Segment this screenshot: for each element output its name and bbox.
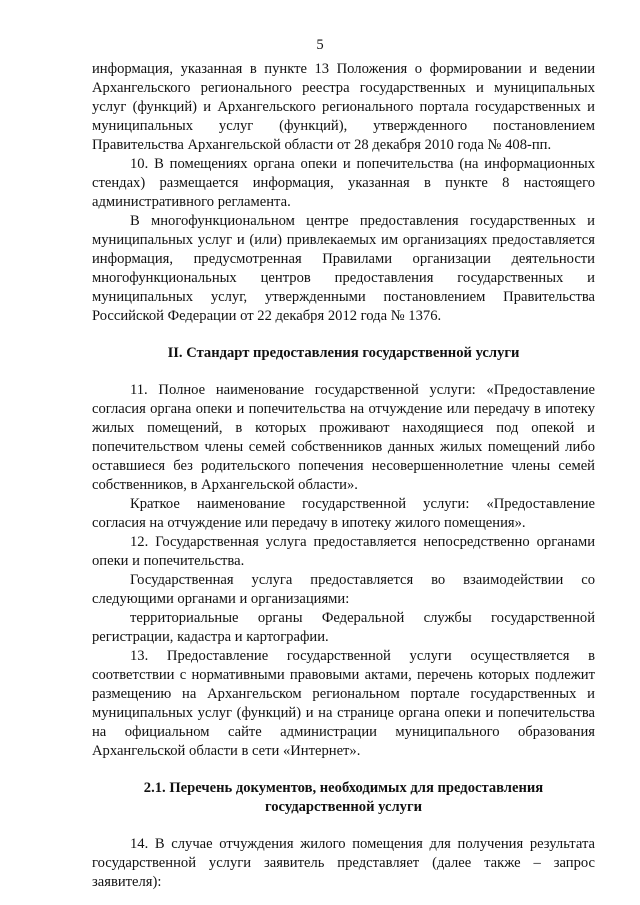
paragraph-11: 11. Полное наименование государственной услуги: «Предоставление согласия органа опеки и попечительства на отчуждение или передачу в ипотеку жилых помещений, в которых проживают находящиеся под опекой и попечительством члены семей собственников данных жилых помещений либо оставшиеся без родительского попечения несовершеннолетние члены семей собственников, в Архангельской области». [92, 382, 595, 493]
paragraph-10: 10. В помещениях органа опеки и попечительства (на информационных стендах) размещается информация, указанная в пункте 8 настоящего административного регламента. [92, 156, 595, 210]
paragraph-rosreestr: территориальные органы Федеральной службы государственной регистрации, кадастра и картографии. [92, 610, 595, 645]
section-heading-ii: II. Стандарт предоставления государственной услуги [167, 345, 520, 361]
paragraph-14: 14. В случае отчуждения жилого помещения для получения результата государственной услуги заявитель представляет (далее также – запрос заявителя): [92, 836, 595, 890]
paragraph-short-name: Краткое наименование государственной услуги: «Предоставление согласия на отчуждение или передачу в ипотеку жилого помещения». [92, 496, 595, 531]
paragraph-13: 13. Предоставление государственной услуги осуществляется в соответствии с нормативными правовыми актами, перечень которых подлежит размещению на Архангельском региональном портале государственных и муниципальных услуг (функций) и на странице органа опеки и попечительства на официальном сайте администрации муниципального образования Архангельской области в сети «Интернет». [92, 648, 595, 759]
section-heading-2-1: 2.1. Перечень документов, необходимых для предоставления государственной услуги [143, 780, 544, 815]
paragraph-interaction: Государственная услуга предоставляется во взаимодействии со следующими органами и организациями: [92, 572, 595, 607]
document-body [92, 60, 595, 892]
paragraph-12: 12. Государственная услуга предоставляется непосредственно органами опеки и попечительства. [92, 534, 595, 569]
paragraph-mfc: В многофункциональном центре предоставления государственных и муниципальных услуг и (или) привлекаемых им организациях предоставляется информация, предусмотренная Правилами организации деятельности многофункциональных центров предоставления государственных и муниципальных услуг, утвержденными постановлением Правительства Российской Федерации от 22 декабря 2012 года № 1376. [92, 213, 595, 324]
paragraph-info-continuation: информация, указанная в пункте 13 Положения о формировании и ведении Архангельского регионального реестра государственных и муниципальных услуг (функций) и Архангельского регионального портала государственных и муниципальных услуг (функций), утвержденного постановлением Правительства Архангельской области от 28 декабря 2010 года № 408-пп. [92, 61, 595, 153]
page-number: 5 [316, 37, 324, 53]
